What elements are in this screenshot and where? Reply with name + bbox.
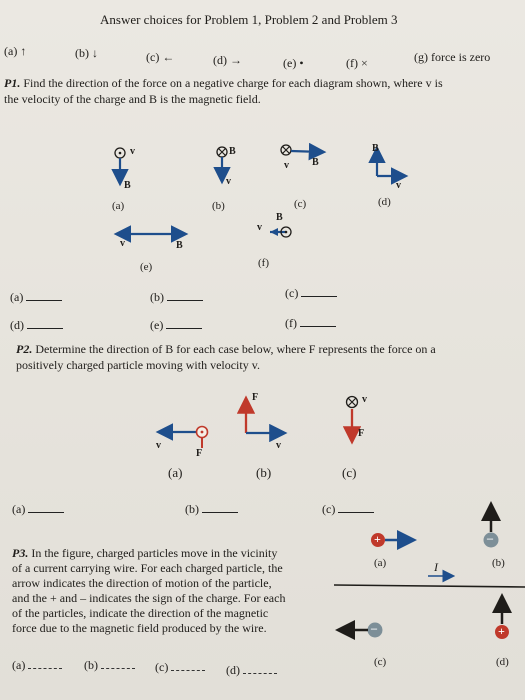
choice-b: (b) ↓ [75, 46, 98, 60]
p3-text-line4: and the + and – indicates the sign of the charge. For each [12, 591, 286, 605]
p1b-v-label: v [226, 176, 231, 187]
p3-figure-label-b: (b) [492, 557, 505, 569]
p1-tag: P1. [4, 76, 21, 90]
p1-answer-f[interactable] [285, 316, 336, 331]
p3-answer-a-blank[interactable] [28, 660, 62, 669]
p2-answer-b-blank[interactable] [202, 502, 238, 513]
p1-answer-f-label: (f) [285, 316, 297, 330]
p1-diagram-f [270, 227, 291, 237]
p3-figure-label-a: (a) [374, 557, 387, 569]
p2-diagram-b [246, 400, 283, 433]
p2c-v-label: v [362, 394, 367, 405]
p1-diagram-label-b: (b) [212, 200, 225, 212]
p3-answer-b-label: (b) [84, 658, 98, 672]
p1-line1-text: Find the direction of the force on a negative charge for each diagram shown, where v is [23, 76, 443, 90]
p2-answer-a-label: (a) [12, 502, 26, 516]
p1f-v-label: v [257, 222, 262, 233]
p3-line1-text: In the figure, charged particles move in the vicinity [31, 546, 278, 560]
p3-plus-sign-a: + [374, 532, 381, 546]
p2-diagram-a [160, 427, 208, 449]
p3-answer-a[interactable] [12, 658, 62, 673]
p3-answer-c[interactable] [155, 660, 205, 675]
p1-answer-b-label: (b) [150, 290, 164, 304]
p1-diagram-d [377, 150, 404, 176]
p2-answer-c-blank[interactable] [338, 502, 374, 513]
p2-diagram-label-c: (c) [342, 465, 357, 480]
p1-answer-e-blank[interactable] [166, 318, 202, 329]
p1a-b-label: B [124, 180, 131, 191]
p1-answer-a[interactable] [10, 290, 62, 305]
p3-text-line5: of the particles, indicate the direction of the magnetic [12, 606, 269, 620]
p2a-f-label: F [196, 448, 203, 459]
p2-line1-text: Determine the direction of B for each case below, where F represents the force on a [35, 342, 436, 356]
p2b-f-label: F [252, 392, 259, 403]
answer-choices-title: Answer choices for Problem 1, Problem 2 and Problem 3 [100, 12, 398, 27]
p1-answer-c[interactable] [285, 286, 337, 301]
p2a-v-label: v [156, 440, 161, 451]
p1-answer-e[interactable] [150, 318, 202, 333]
p1-answer-d-blank[interactable] [27, 318, 63, 329]
p3-figure [334, 506, 525, 639]
p1-answer-a-blank[interactable] [26, 290, 62, 301]
p3-text-line1 [12, 546, 277, 561]
p3-answer-d-label: (d) [226, 663, 240, 677]
p2-answer-b[interactable] [185, 502, 238, 517]
p1-answer-b[interactable] [150, 290, 203, 305]
p1-diagram-label-a: (a) [112, 200, 125, 212]
p2b-v-label: v [276, 440, 281, 451]
p2-answer-c-label: (c) [322, 502, 336, 516]
p3-plus-sign-d: + [498, 624, 505, 638]
p1f-b-label: B [276, 212, 283, 223]
choice-a: (a) ↑ [4, 44, 27, 58]
p1-answer-d-label: (d) [10, 318, 24, 332]
p2-answer-c[interactable] [322, 502, 374, 517]
p2c-f-label: F [358, 428, 365, 439]
p2-question-line1 [16, 342, 436, 357]
p1-answer-f-blank[interactable] [300, 316, 336, 327]
p2-answer-a[interactable] [12, 502, 64, 517]
current-wire [334, 585, 525, 587]
p1-diagram-c [281, 145, 322, 155]
p2-diagram-label-a: (a) [168, 465, 183, 480]
p1c-b-label: B [312, 157, 319, 168]
choice-e: (e) • [283, 56, 304, 70]
p1-diagram-label-f: (f) [258, 257, 269, 269]
p2-tag: P2. [16, 342, 33, 356]
choice-f: (f) × [346, 56, 368, 70]
p3-minus-sign-b: – [487, 531, 493, 545]
p1a-v-label: v [130, 146, 135, 157]
p3-answer-d-blank[interactable] [243, 665, 277, 674]
p3-tag: P3. [12, 546, 29, 560]
p1b-b-label: B [229, 146, 236, 157]
p1-diagram-label-c: (c) [294, 198, 307, 210]
p2-answer-b-label: (b) [185, 502, 199, 516]
p2-diagram-c [347, 397, 358, 441]
p1-answer-a-label: (a) [10, 290, 24, 304]
p1-answer-e-label: (e) [150, 318, 164, 332]
p3-figure-label-d: (d) [496, 656, 509, 668]
choice-g: (g) force is zero [414, 50, 491, 64]
p1-diagram-a [115, 148, 125, 182]
p1-answer-b-blank[interactable] [167, 290, 203, 301]
b-field-arrow [291, 151, 322, 152]
p3-answer-a-label: (a) [12, 658, 26, 672]
p3-answer-d[interactable] [226, 663, 277, 678]
p3-current-label: I [434, 560, 438, 574]
choice-d: (d) → [213, 53, 242, 67]
p1e-b-label: B [176, 240, 183, 251]
p1-diagram-label-e: (e) [140, 261, 153, 273]
choice-c: (c) ← [146, 50, 175, 64]
p1-question-line2: the velocity of the charge and B is the magnetic field. [4, 92, 261, 106]
p3-text-line3: arrow indicates the direction of motion of the particle, [12, 576, 272, 590]
p1-answer-c-blank[interactable] [301, 286, 337, 297]
p1-answer-d[interactable] [10, 318, 63, 333]
p1d-v-label: v [396, 180, 401, 191]
p1c-v-label: v [284, 160, 289, 171]
p1e-v-label: v [120, 238, 125, 249]
p2-answer-a-blank[interactable] [28, 502, 64, 513]
p2-diagram-label-b: (b) [256, 465, 272, 480]
p1-diagram-label-d: (d) [378, 196, 391, 208]
p3-figure-label-c: (c) [374, 656, 387, 668]
p3-text-line2: of a current carrying wire. For each charged particle, the [12, 561, 283, 575]
p1-answer-c-label: (c) [285, 286, 299, 300]
p2-question-line2: positively charged particle moving with velocity v. [16, 358, 260, 372]
p3-answer-b[interactable] [84, 658, 135, 673]
p3-text-line6: force due to the magnetic field produced by the wire. [12, 621, 267, 635]
p3-minus-sign-c: – [371, 621, 377, 635]
p3-answer-c-label: (c) [155, 660, 169, 674]
p1d-b-label: B [372, 143, 379, 154]
p3-answer-b-blank[interactable] [101, 660, 135, 669]
p3-answer-c-blank[interactable] [171, 662, 205, 671]
